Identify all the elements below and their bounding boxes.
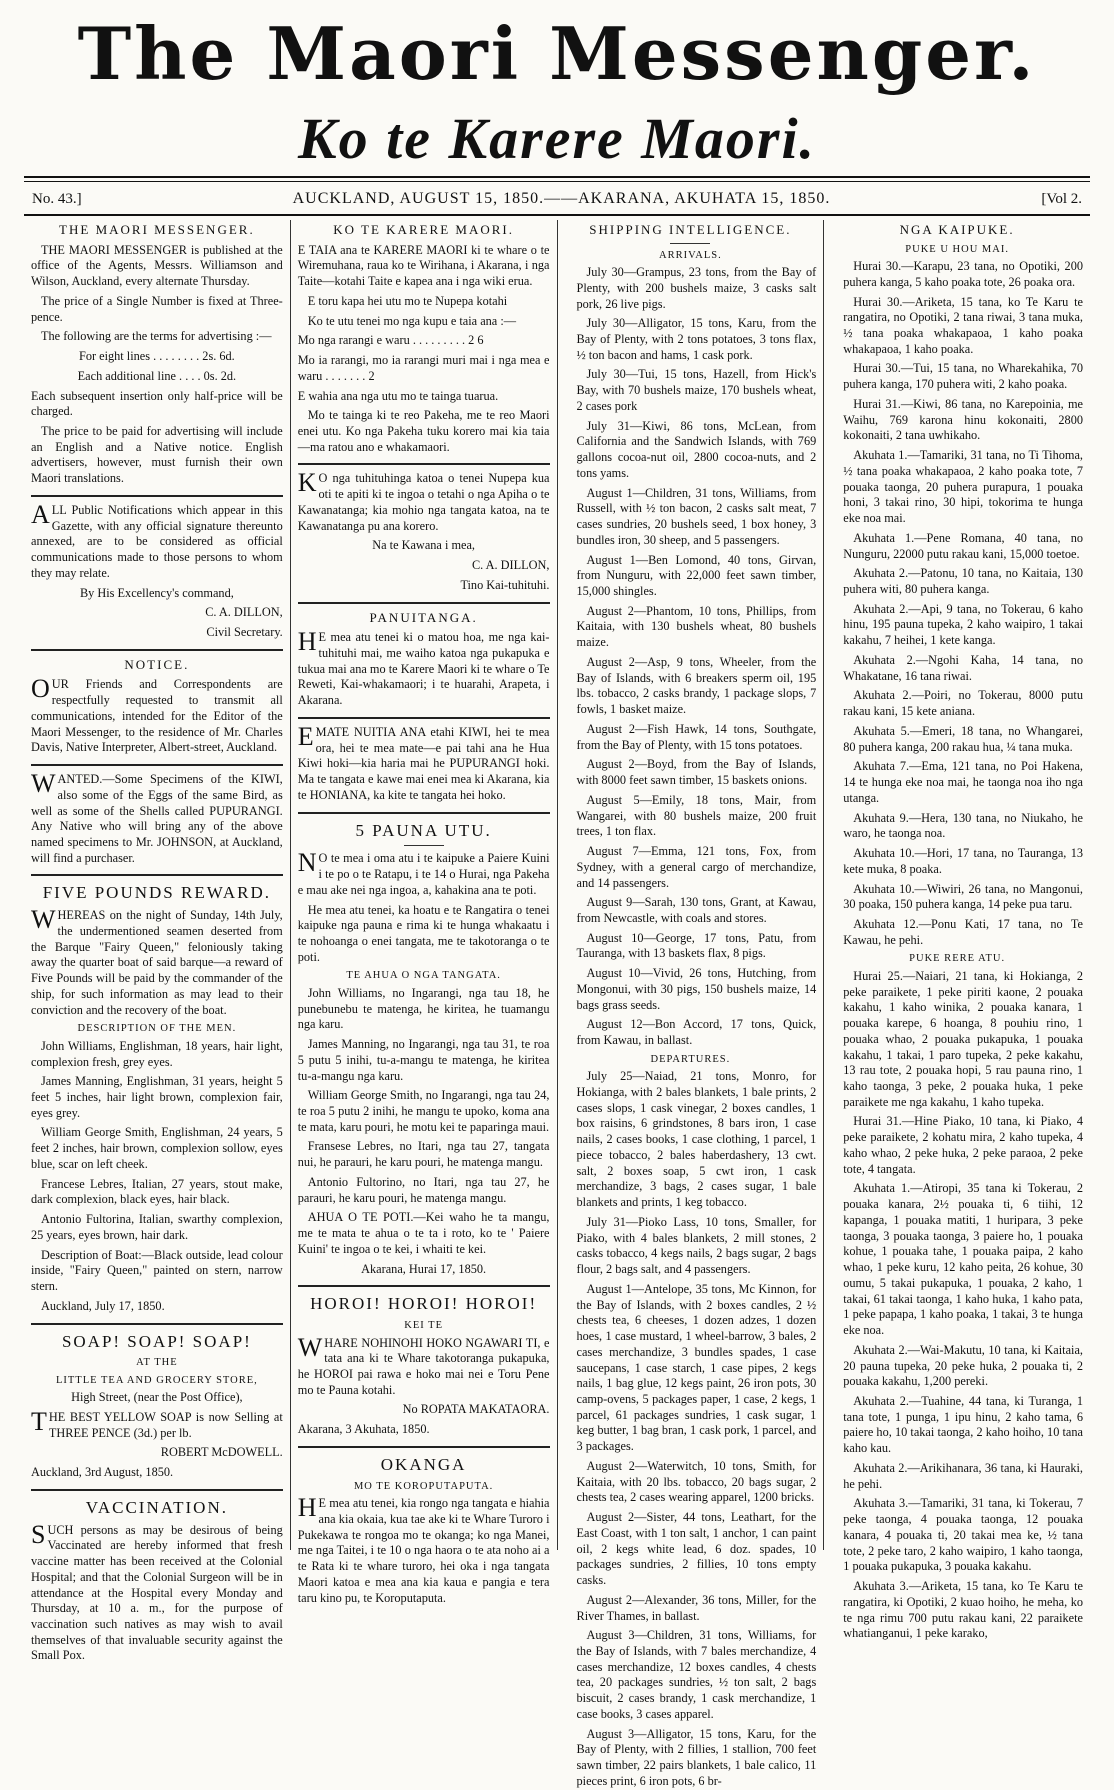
paragraph: AHUA O TE POTI.—Kei waho he ta mangu, me te mata te ahua o te ta i roto, ko te ' Paiere Kuini' te ingoa o te kei, i whaiti te kei. [297,1210,550,1256]
heading: KO TE KARERE MAORI. [333,222,514,237]
shipping-entry: Akuhata 1.—Tamariki, 31 tana, no Ti Tihoma, ½ tana poaka whakapaoa, 2 kaho poaka tote, 7 pouaka taonga, 20 puhera purapura, 1 pouaka honi, 3 takai rino, 30 hipi, tokorima te hunga eke noa mai. [843,448,1083,526]
heading: NOTICE. [124,656,190,672]
paragraph: ALL Public Notifications which appear in this Gazette, with any official signature thereunto annexed, are to be considered as official communications made to those persons to whom they may relate. [31,499,283,580]
subrule [670,243,710,244]
shipping-entry: August 2—Fish Hawk, 14 tons, Southgate, from the Bay of Plenty, with 15 tons potatoes. [576,721,817,752]
paragraph: Antonio Fultorina, Italian, swarthy complexion, 25 years, eyes brown, hair dark. [31,1212,283,1242]
shipping-entry: Hurai 25.—Naiari, 21 tana, ki Hokianga, 2 peke paraikete, 1 peke piriti kaone, 2 pouaka kakahu, 1 kaho winika, 2 pouaka kanara, 1 pouaka karepe, 6 hoanga, 8 pouhiu rino, 1 pouaka whao, 2 pouaka pukapuka, 1 pouaka kakahu, 1 takai, 1 paro tupeka, 2 peke kakahu, 13 rau tote, 2 pouaka hopi, 5 rau pauna rino, 1 kaho taonga, 3 peke, 2 pouaka huka, 1 peke paraikete me nga kakahu, 1 kaho tupeka. [843,968,1083,1109]
subheading: MO TE KOROPUTAPUTA. [353,1480,494,1492]
paragraph: Antonio Fultorino, no Itari, nga tau 27, he parauri, he karu pouri, he matenga mangu. [297,1174,550,1205]
paragraph: Akarana, Hurai 17, 1850. [361,1261,487,1276]
shipping-entry: August 5—Emily, 18 tons, Mair, from Wangarei, with 80 bushels maize, 200 fruit trees, 1 ton flax. [576,792,817,839]
paragraph: NO te mea i oma atu i te kaipuke a Paiere Kuini i te po o te Ratapu, i te 14 o Hurai, nga Pakeha e mau ake nei nga ingoa, a, kahakina ana te poti. [297,848,550,897]
shipping-entry: Akuhata 12.—Ponu Kati, 17 tana, no Te Kawau, he pehi. [843,916,1083,947]
signature: C. A. DILLON, [471,558,550,573]
paragraph: Ko te utu tenei mo nga kupu e taia ana :— [307,313,517,328]
section-rule [298,602,550,604]
shipping-entry: Akuhata 2.—Poiri, no Tokerau, 8000 putu rakau kani, 15 kete aniana. [843,688,1083,719]
shipping-entry: Akuhata 2.—Wai-Makutu, 10 tana, ki Kaitaia, 20 pauna tupeka, 20 peke huka, 2 pouaka ti, 2 pouaka kakahu, 1,200 pereki. [843,1342,1083,1389]
heading: FIVE POUNDS REWARD. [42,883,272,903]
signature: Civil Secretary. [206,625,283,640]
issue-number: No. 43.] [32,191,82,207]
shipping-entry: August 3—Children, 31 tons, Williams, for the Bay of Islands, with 7 bales merchandize, 4 cases merchandize, 12 boxes candles, 4 chests tea, 20 packages sundries, ½ ton salt, 2 bags biscuit, 2 cases brandy, 1 cask merchandize, 1 case books, 3 cases apparel. [576,1628,817,1721]
shipping-entry: August 1—Ben Lomond, 40 tons, Girvan, from Nunguru, with 22,000 feet sawn timber, 15,000 shingles. [576,552,817,599]
paragraph: WHARE NOHINOHI HOKO NGAWARI TI, e tata ana ki te Whare takotoranga pukapuka, he HOROI pai rawa e hoko mai nei e Toru Pene mo te Pauna kotahi. [297,1332,550,1397]
paragraph: THE BEST YELLOW SOAP is now Selling at THREE PENCE (3d.) per lb. [31,1406,283,1440]
signature: C. A. DILLON, [205,605,283,620]
paragraph: E TAIA ana te KARERE MAORI ki te whare o te Wiremuhana, raua ko te Wirihana, i Akarana, i nga Taite—kotahi Taite e kapea ana i nga wiki erua. [297,242,550,289]
shipping-entry: July 31—Pioko Lass, 10 tons, Smaller, for Piako, with 4 bales blankets, 2 mill stones, 2 casks tobacco, 4 kegs nails, 2 bags sugar, 2 bags flour, 2 bags salt, and 4 passengers. [576,1214,817,1277]
shipping-entry: August 2—Sister, 44 tons, Leathart, for the East Coast, with 1 ton salt, 1 anchor, 1 can paint oil, 2 kegs white lead, 6 doz. spades, 10 packages sundries, 2 fillies, 10 tons empty casks. [576,1510,817,1588]
shipping-entry: August 2—Asp, 9 tons, Wheeler, from the Bay of Islands, with 6 breakers sperm oil, 195 lbs. tobacco, 2 casks brandy, 1 package slops, 7 fowls, 1 basket maize. [576,654,817,717]
paragraph: Description of Boat:—Black outside, lead colour inside, "Fairy Queen," painted on stern, narrow stern. [31,1247,283,1294]
section-rule [298,463,550,465]
masthead-title-maori: Ko te Karere Maori. [297,106,817,171]
paragraph: WHEREAS on the night of Sunday, 14th July, the undermentioned seamen deserted from the Barque "Fairy Queen," feloniously taking away the quarter boat of said barque—a reward of Five Pounds will be paid by the commander of the ship, for such information as may lead to their conviction and the recovery of the boat. [31,905,283,1017]
shipping-entry: Akuhata 7.—Ema, 121 tana, no Poi Hakena, 14 te hunga eke noa mai, he taonga noa iho nga utanga. [843,759,1083,805]
shipping-entry: Akuhata 2.—Patonu, 10 tana, no Kaitaia, 130 puhera witi, 80 puhera kanga. [843,566,1083,597]
subheading: PUKE RERE ATU. [909,953,1006,965]
shipping-entry: Akuhata 10.—Wiwiri, 26 tana, no Mangonui, 30 poaka, 150 puhera kanga, 14 peke pua taru. [843,881,1083,912]
subheading: KEI TE [404,1320,443,1332]
heading: OKANGA [380,1454,467,1474]
shipping-entry: Akuhata 3.—Ariketa, 15 tana, ko Te Karu te rangatira, ki Opotiki, 2 kuao hoiho, he meha, ko te nga rimu 700 putu rakau kani, 22 paraikete whatianganui, 1 peke karako, [843,1579,1083,1641]
heading: PANUITANGA. [369,609,478,625]
paragraph: By His Excellency's command, [79,585,234,600]
paragraph: E toru kapa hei utu mo te Nupepa kotahi [307,293,508,308]
shipping-entry: August 12—Bon Accord, 17 tons, Quick, from Kawau, in ballast. [576,1017,817,1048]
shipping-entry: Hurai 30.—Karapu, 23 tana, no Opotiki, 200 puhera kanga, 5 kaho poaka tote, 26 poaka ora. [843,259,1083,289]
paragraph: SUCH persons as may be desirous of being Vaccinated are hereby informed that fresh vaccine matter has been received at the Colonial Hospital; and that the Colonial Surgeon will be in attendance at the Hospital every Monday and Thursday, at 10 a. m., for the purpose of vaccination such natives as may wish to avail themselves of that invaluable security against the Small Pox. [31,1519,283,1663]
paragraph: Each additional line . . . . 0s. 2d. [77,368,237,383]
shipping-entry: August 10—Vivid, 26 tons, Hutching, from Mongonui, with 30 pigs, 150 bushels maize, 14 bags grass seeds. [576,966,817,1012]
section-rule [31,764,283,766]
shipping-entry: Akuhata 5.—Emeri, 18 tana, no Whangarei, 80 puhera kanga, 200 rakau hua, ¼ tana muka. [843,723,1083,754]
paragraph: HE mea atu tenei ki o matou hoa, me nga kai-tuhituhi mai, me waiho katoa nga pukapuka e tukua mai ana mo te Karere Maori ki te whare o Te Reweti, Kai-whakamaori; i te huarahi, Arapeta, i Akarana. [297,627,550,708]
shipping-entry: Hurai 30.—Ariketa, 15 tana, ko Te Karu te rangatira, no Opotiki, 2 tana riwai, 3 tana muka, ½ tana poaka whakapaoa, 1 kaho poaka whakapaoa, 1 kaho poaka. [843,294,1083,356]
paragraph: OUR Friends and Correspondents are respectfully requested to transmit all communications, intended for the Editor of the Maori Messenger, to the residence of Mr. Charles Davis, Native Interpreter, Albert-street, Auckland. [31,674,283,755]
shipping-entry: Akuhata 9.—Hera, 130 tana, no Niukaho, he waro, he taonga noa. [843,810,1083,841]
shipping-entry: Hurai 31.—Kiwi, 86 tana, no Karepoinia, me Waihu, 769 karona hinu kokonaiti, 2800 kokonaiti, 2 tana uwhikaho. [843,396,1083,443]
shipping-entry: July 25—Naiad, 21 tons, Monro, for Hokianga, with 2 bales blankets, 1 bale prints, 2 cases slops, 1 cask vinegar, 2 boxes candles, 1 box raisins, 6 grindstones, 8 bars iron, 1 case nails, 2 cases books, 1 case clothing, 1 parcel, 1 piece tobacco, 2 bales haberdashery, 13 cwt. salt, 2 boxes soap, 5 cwt iron, 1 cask merchandize, 3 bags, 2 cases sugar, 1 bale blankets and prints, 1 keg tobacco. [576,1069,817,1210]
shipping-entry: Akuhata 3.—Tamariki, 31 tana, ki Tokerau, 7 peke taonga, 4 pouaka taonga, 12 pouaka kanara, 4 pouaka ti, 20 takai mea ke, ½ tana tote, 2 peke taro, 2 kaho waipiro, 1 kaho taonga, 1 pouaka pukapuka, 3 pouaka kakahu. [843,1496,1083,1574]
section-rule [298,812,550,814]
subrule [404,845,444,846]
paragraph: Mo te tainga ki te reo Pakeha, me te reo Maori enei utu. Ko nga Pakeha tuku korero mai kia taia—ma ratou ano e whakamaori. [297,408,550,454]
section-rule [31,1323,283,1325]
paragraph: James Manning, no Ingarangi, nga tau 31, te roa 5 putu 5 inihi, tu-a-mangu te matenga, he kiritea tu-a-mangu nga karu. [297,1037,550,1083]
paragraph: Mo nga rarangi e waru . . . . . . . . . 2 6 [297,333,484,348]
paragraph: He mea atu tenei, ka hoatu e te Rangatira o tenei kaipuke nga pauna e rima ki te hunga whakaatu i te nohoanga o enei tangata, me te takotoranga o te poti. [297,902,550,964]
shipping-entry: Akuhata 2.—Ngohi Kaha, 14 tana, no Whakatane, 16 tana riwai. [843,652,1083,683]
paragraph: High Street, (near the Post Office), [71,1390,243,1405]
shipping-entry: Akuhata 2.—Api, 9 tana, no Tokerau, 6 kaho hinu, 195 pauna tupeka, 2 kaho waipiro, 1 takai kakahu, 7 heihei, 1 kete kanga. [843,601,1083,648]
heading: NGA KAIPUKE. [899,222,1015,237]
paragraph: KO nga tuhituhinga katoa o tenei Nupepa kua oti te apiti ki te ingoa o tetahi o nga Apiha o te Kawanatanga; kia mohio nga tangata katoa, na te Kawanatanga pu ana korero. [297,468,550,533]
shipping-entry: August 2—Boyd, from the Bay of Islands, with 8000 feet sawn timber, 15 baskets onions. [576,757,817,788]
column-2 [291,220,558,1605]
shipping-entry: August 1—Antelope, 35 tons, Mc Kinnon, for the Bay of Islands, with 2 boxes candles, 2 ½ chests tea, 6 cheeses, 1 dozen adzes, 1 dozen hoes, 1 case mustard, 1 wheel-barrow, 3 bales, 2 cases merchandize, 3 bundles spades, 1 case saucepans, 1 case starch, 1 case pipes, 2 kegs nails, 1 bag glue, 12 kegs paint, 26 iron pots, 30 camp-ovens, 5 packages paper, 1 case, 2 kegs, 1 parcel, 61 packages sundries, 1 cask sugar, 1 keg butter, 1 bag bran, 1 cask pork, 1 parcel, and 3 packages. [576,1281,817,1454]
paragraph: Each subsequent insertion only half-price will be charged. [31,388,283,419]
shipping-entry: Hurai 30.—Tui, 15 tana, no Wharekahika, 70 puhera kanga, 170 puhera witi, 2 kaho poaka. [843,361,1083,392]
heading: HOROI! HOROI! HOROI! [310,1294,538,1314]
paragraph: James Manning, Englishman, 31 years, height 5 feet 5 inches, hair light brown, complexion fair, eyes grey. [31,1074,283,1120]
paragraph: HE mea atu tenei, kia rongo nga tangata e hiahia ana kia okaia, kua tae ake ki te Whare Turoro i Pukekawa te rongoa mo te okanga; ko nga Manei, me nga Taitei, i te 10 o nga haora o te ata noho ai a te Rata ki te whare turoro, hei oka i nga tangata Maori katoa e mea ana kia kaua e pangia e tera taru kino pu, te Koroputaputa. [297,1493,550,1605]
paragraph: The price of a Single Number is fixed at Three-pence. [31,293,283,324]
heading: THE MAORI MESSENGER. [59,222,255,237]
paragraph: John Williams, no Ingarangi, nga tau 18, he punebunebu te matenga, he kiritea, he tuamangu nga karu. [297,985,550,1032]
shipping-entry: August 10—George, 17 tons, Patu, from Tauranga, with 13 baskets flax, 8 pigs. [576,930,817,961]
heading: VACCINATION. [85,1497,228,1517]
shipping-entry: August 9—Sarah, 130 tons, Grant, at Kawau, from Newcastle, with coals and stores. [576,895,817,925]
section-rule [298,1285,550,1287]
volume-number: [Vol 2. [1041,191,1082,207]
signature: ROBERT McDOWELL. [160,1445,283,1460]
subheading: DESCRIPTION OF THE MEN. [77,1023,237,1035]
paragraph: For eight lines . . . . . . . . 2s. 6d. [78,349,235,364]
section-rule [31,495,283,497]
column-3 [558,220,825,1788]
dateline [24,188,1090,216]
signature: No ROPATA MAKATAORA. [402,1402,550,1417]
paragraph: John Williams, Englishman, 18 years, hair light, complexion fresh, grey eyes. [31,1038,283,1069]
column-4 [824,220,1090,1641]
columns [24,220,1090,1788]
paragraph: William George Smith, no Ingarangi, nga tau 24, te roa 5 putu 2 inihi, he mangu te upoko, koma ana te mata, karu pouri, he motu kei te paparinga maui. [297,1088,550,1134]
shipping-entry: August 2—Alexander, 36 tons, Miller, for the River Thames, in ballast. [576,1592,817,1623]
shipping-entry: July 30—Grampus, 23 tons, from the Bay of Plenty, with 200 bushels maize, 3 casks salt pork, 26 live pigs. [576,265,817,311]
issue-date: AUCKLAND, AUGUST 15, 1850.——AKARANA, AKUHATA 15, 1850. [292,190,831,207]
shipping-entry: July 30—Alligator, 15 tons, Karu, from the Bay of Plenty, with 2 tons potatoes, 3 tons flax, ½ ton bacon and hams, 1 cask pork. [576,316,817,362]
paragraph: WANTED.—Some Specimens of the KIWI, also some of the Eggs of the same Bird, as well as some of the Shells called PUPURANGI. Any Native who will bring any of the above named specimens to Mr. JOHNSON, at Auckland, will find a purchaser. [31,769,283,865]
paragraph: Na te Kawana i mea, [372,538,475,553]
subheading: TE AHUA O NGA TANGATA. [346,970,501,982]
shipping-entry: Akuhata 10.—Hori, 17 tana, no Tauranga, 13 kete muka, 8 poaka. [843,846,1083,876]
section-rule [31,1489,283,1491]
section-rule [31,649,283,651]
masthead-title-english: The Maori Messenger. [77,11,1037,96]
shipping-entry: July 31—Kiwi, 86 tons, McLean, from California and the Sandwich Islands, with 769 gallons cocoa-nut oil, 2800 cocoa-nuts, and 2 tons yams. [576,418,817,480]
paragraph: Mo ia rarangi, mo ia rarangi muri mai i nga mea e waru . . . . . . . 2 [297,353,550,383]
paragraph: THE MAORI MESSENGER is published at the office of the Agents, Messrs. Williamson and Wilson, Auckland, every alternate Thursday. [31,242,283,289]
shipping-entry: August 7—Emma, 121 tons, Fox, from Sydney, with a general cargo of merchandize, and 14 passengers. [576,844,817,890]
shipping-entry: Hurai 31.—Hine Piako, 10 tana, ki Piako, 4 peke paraikete, 2 kohatu mira, 2 kaho tupeka, 4 kaho whao, 2 peke huka, 2 peke paraoa, 2 peke tote, 4 tangata. [843,1114,1083,1176]
paragraph: Auckland, 3rd August, 1850. [31,1465,174,1480]
subheading: PUKE U HOU MAI. [905,243,1009,255]
shipping-entry: Akuhata 1.—Atiropi, 35 tana ki Tokerau, 2 pouaka kanara, 2½ pouaka ti, 6 tiihi, 12 kapanga, 1 pouaka matiti, 1 huripara, 3 peke taonga, 3 pouaka taonga, 3 paiere ho, 1 pouaka kohue, 1 pouaka tahe, 1 pouaka paipa, 2 kaho whao, 1 peke kuru, 12 kaho peita, 26 kohue, 30 oumu, 5 takai pukapuka, 1 pouaka, 2 kaho, 1 takai, 61 takai taonga, 1 kaho huka, 1 kaho pata, 1 peke papapa, 1 kaho poaka, 1 takai, 3 te hunga eke noa. [843,1181,1083,1338]
paragraph: Fransese Lebres, no Itari, nga tau 27, tangata nui, he parauri, he karu pouri, he matenga mangu. [297,1139,550,1170]
paragraph: Francese Lebres, Italian, 27 years, stout make, dark complexion, black eyes, hair black. [31,1176,283,1207]
subheading: DEPARTURES. [650,1053,731,1065]
signature: Tino Kai-tuhituhi. [460,577,550,592]
shipping-entry: August 2—Waterwitch, 10 tons, Smith, for Kaitaia, with 20 lbs. tobacco, 20 bags sugar, 2 chests tea, 2 cases wearing apparel, 1200 bricks. [576,1458,817,1505]
subheading: ARRIVALS. [658,249,722,261]
subheading: AT THE [136,1357,178,1369]
shipping-entry: July 30—Tui, 15 tons, Hazell, from Hick's Bay, with 70 bushels maize, 170 bushels wheat, 2 cases pork [576,367,817,413]
paragraph: EMATE NUITIA ANA etahi KIWI, hei te mea ora, hei te mea mate—e pai tahi ana he Hua Kiwi hoki—kia haria mai he PUPURANGI hoki. Ma te tangata e kawe mai enei mea ki Akarana, kia te HONIANA, ka kite te tangata hei hoko. [297,721,550,802]
section-rule [31,874,283,876]
heading: SHIPPING INTELLIGENCE. [589,222,792,237]
shipping-entry: August 3—Alligator, 15 tons, Karu, for the Bay of Plenty, with 2 fillies, 1 stallion, 700 feet sawn timber, 22 pairs blankets, 1 bale calico, 11 pieces print, 6 iron pots, 6 br- [576,1726,817,1788]
paragraph: Akarana, 3 Akuhata, 1850. [297,1422,430,1437]
shipping-entry: August 2—Phantom, 10 tons, Phillips, from Kaitaia, with 130 bushels wheat, 80 bushels maize. [576,603,817,650]
paragraph: The following are the terms for advertising :— [41,329,272,344]
shipping-entry: Akuhata 1.—Pene Romana, 40 tana, no Nunguru, 22000 putu rakau kani, 15,000 toetoe. [843,530,1083,561]
subheading: LITTLE TEA AND GROCERY STORE, [55,1374,258,1386]
section-rule [298,717,550,719]
paragraph: The price to be paid for advertising will include an English and a Native notice. English advertisers, however, must furnish their own Maori translations. [31,423,283,486]
paragraph: Auckland, July 17, 1850. [41,1298,165,1313]
paragraph: William George Smith, Englishman, 24 years, 5 feet 2 inches, hair brown, complexion sollow, eyes blue, scar on left cheek. [31,1125,283,1171]
heading: 5 PAUNA UTU. [355,820,492,840]
paragraph: E wahia ana nga utu mo te tainga tuarua. [297,388,499,403]
section-rule [298,1446,550,1448]
masthead [24,0,1090,216]
shipping-entry: Akuhata 2.—Arikihanara, 36 tana, ki Hauraki, he pehi. [843,1460,1083,1491]
heading: SOAP! SOAP! SOAP! [61,1331,252,1351]
column-1 [24,220,291,1663]
masthead-rule [24,176,1090,182]
shipping-entry: August 1—Children, 31 tons, Williams, from Russell, with ½ ton bacon, 2 casks salt meat, 7 cases sundries, 20 bushels seed, 1 box honey, 3 bundles iron, 30 sheep, and 5 passengers. [576,485,817,547]
shipping-entry: Akuhata 2.—Tuahine, 44 tana, ki Turanga, 1 tana tote, 1 punga, 1 ipu hinu, 2 kaho tama, 6 paiere ho, 10 takai taonga, 2 kaho hoiho, 10 tana kaho kau. [843,1393,1083,1456]
